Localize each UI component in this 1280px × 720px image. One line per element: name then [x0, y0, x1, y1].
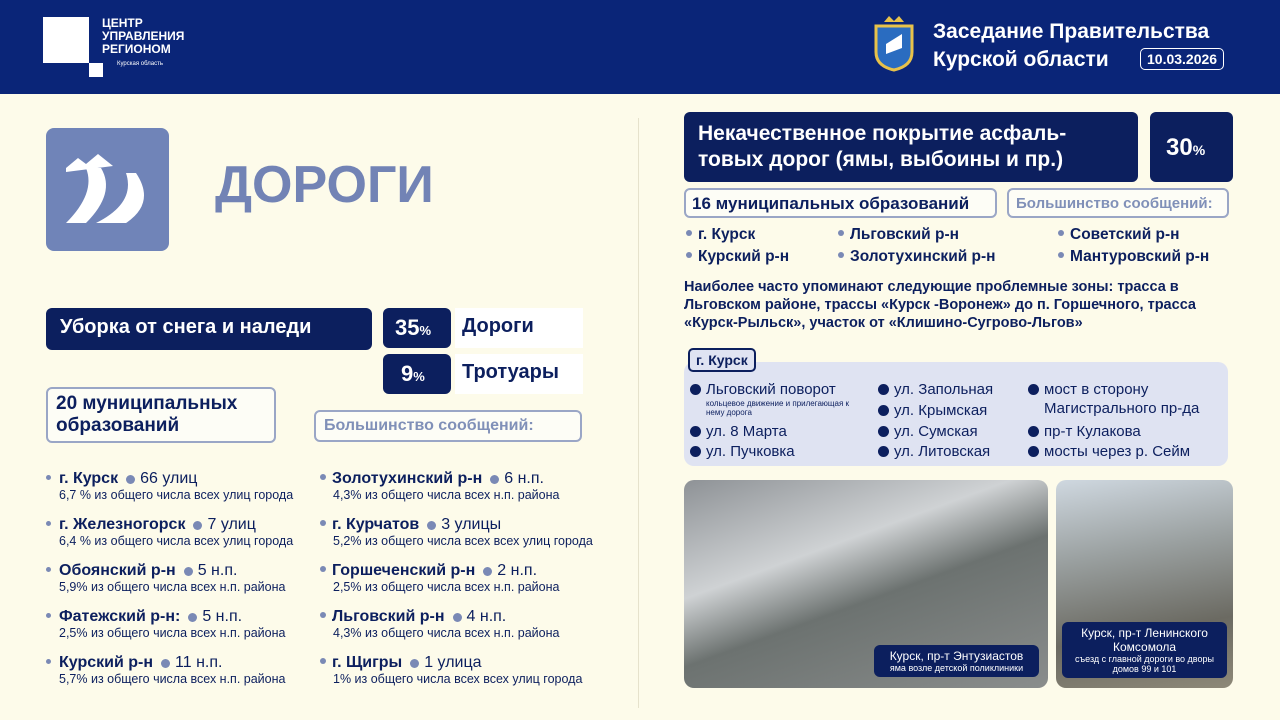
divider	[638, 118, 639, 708]
area-name: Льговский р-н	[332, 608, 445, 625]
area-name: Обоянский р-н	[59, 562, 176, 579]
search-pin-icon	[161, 659, 170, 668]
snow-title: Уборка от снега и наледи	[46, 308, 372, 350]
area-note: 6,7 % из общего числа всех улиц города	[59, 488, 294, 502]
meeting-title: Заседание Правительства	[933, 20, 1210, 43]
area-note: 2,5% из общего числа всех н.п. района	[59, 626, 286, 640]
area-count: 7 улиц	[207, 516, 256, 533]
area-name: г. Курск	[698, 226, 756, 243]
search-pin-icon	[690, 426, 701, 437]
street-item	[690, 442, 875, 461]
bullet-icon	[320, 520, 326, 526]
bullet-icon	[686, 252, 692, 258]
stat-roads-value: 35%	[383, 308, 451, 348]
asphalt-title: Некачественное покрытие асфаль-товых дорог (ямы, выбоины и пр.)	[684, 112, 1138, 182]
search-pin-icon	[1028, 384, 1039, 395]
bullet-icon	[320, 566, 326, 572]
area-note: 1% из общего числа всех всех улиц города	[333, 672, 583, 686]
meeting-date: 10.03.2026	[1140, 48, 1224, 70]
area-name: Золотухинский р-н	[332, 470, 483, 487]
area-note: 5,7% из общего числа всех н.п. района	[59, 672, 286, 686]
areas-list	[686, 226, 1231, 266]
street-item	[690, 422, 875, 441]
streets-list	[690, 380, 1230, 464]
areas-column-1	[46, 470, 293, 700]
area-item	[46, 654, 293, 693]
search-pin-icon	[410, 659, 419, 668]
bullet-icon	[1058, 230, 1064, 236]
stat-sidewalks-value: 9%	[383, 354, 451, 394]
area-item	[46, 562, 293, 601]
area-count: 4 н.п.	[466, 608, 507, 625]
area-note: 5,2% из общего числа всех всех улиц города	[333, 534, 593, 548]
area-note: 4,3% из общего числа всех н.п. района	[333, 626, 560, 640]
search-pin-icon	[490, 475, 499, 484]
org-line: УПРАВЛЕНИЯ	[102, 29, 185, 43]
bullet-icon	[838, 252, 844, 258]
search-pin-icon	[184, 567, 193, 576]
street-name: ул. Запольная	[894, 381, 994, 398]
area-name: Советский р-н	[1070, 226, 1180, 243]
search-pin-icon	[126, 475, 135, 484]
bullet-icon	[320, 658, 326, 664]
street-name: пр-т Кулакова	[1044, 423, 1141, 440]
street-name: мост в сторону Магистрального пр-да	[1044, 381, 1200, 417]
bullet-icon	[320, 612, 326, 618]
area-count: 1 улица	[424, 654, 482, 671]
area-item	[320, 608, 593, 647]
area-note: 4,3% из общего числа всех н.п. района	[333, 488, 560, 502]
areas-column-2	[320, 470, 593, 700]
photo-caption: Курск, пр-т Энтузиастов	[889, 649, 1024, 663]
street-name: ул. Пучковка	[706, 443, 795, 460]
pothole-photo-2	[1056, 480, 1233, 688]
street-item	[1028, 380, 1228, 418]
search-pin-icon	[193, 521, 202, 530]
problem-zones-text: Наиболее часто упоминают следующие проблемные зоны: трасса в Льговском районе, трассы «Курск -Воронеж» до п. Горшечного, трасса «Курск-Рыльск», участок от «Клишино-Сугрово-Льгов»	[684, 279, 1196, 331]
meeting-region: Курской области	[933, 48, 1109, 71]
area-name: Льговский р-н	[850, 226, 959, 243]
org-region: Курская область	[117, 61, 163, 67]
search-pin-icon	[1028, 426, 1039, 437]
street-item	[1028, 442, 1213, 461]
section-title: ДОРОГИ	[215, 156, 434, 214]
street-name: ул. Крымская	[894, 402, 988, 419]
bullet-icon	[46, 659, 51, 664]
search-pin-icon	[878, 446, 889, 457]
street-name: ул. Литовская	[894, 443, 991, 460]
coat-of-arms-icon	[866, 14, 922, 74]
pothole-photo-1	[684, 480, 1048, 688]
area-name: Горшеченский р-н	[332, 562, 476, 579]
stat-roads-label: Дороги	[455, 308, 583, 348]
logo-square	[89, 63, 103, 77]
municipalities-count: 16 муниципальных образований	[684, 188, 997, 218]
search-pin-icon	[878, 384, 889, 395]
bullet-icon	[46, 567, 51, 572]
area-item	[46, 516, 293, 555]
area-item	[320, 654, 593, 693]
street-name: мосты через р. Сейм	[1044, 443, 1191, 460]
majority-label: Большинство сообщений:	[1007, 188, 1229, 218]
area-count: 2 н.п.	[497, 562, 538, 579]
street-note: кольцевое движение и прилегающая к нему дорога	[706, 399, 850, 417]
org-line: РЕГИОНОМ	[102, 42, 171, 56]
area-count: 66 улиц	[140, 470, 198, 487]
header	[0, 0, 1280, 94]
area-item	[320, 562, 593, 601]
asphalt-percent: 30%	[1150, 112, 1233, 182]
area-note: 6,4 % из общего числа всех улиц города	[59, 534, 294, 548]
stat-sidewalks-label: Тротуары	[455, 354, 583, 394]
bullet-icon	[838, 230, 844, 236]
area-item	[1058, 248, 1228, 266]
bullet-icon	[686, 230, 692, 236]
search-pin-icon	[188, 613, 197, 622]
area-name: Мантуровский р-н	[1070, 248, 1210, 265]
search-pin-icon	[483, 567, 492, 576]
area-name: Фатежский р-н:	[59, 608, 181, 625]
bullet-icon	[46, 521, 51, 526]
search-pin-icon	[453, 613, 462, 622]
photo-subcaption: яма возле детской поликлиники	[889, 663, 1024, 673]
street-name: ул. 8 Марта	[706, 423, 787, 440]
bullet-icon	[320, 474, 326, 480]
area-item	[320, 470, 593, 509]
search-pin-icon	[878, 405, 889, 416]
photo-subcaption: съезд с главной дороги во дворы домов 99 и 101	[1075, 654, 1214, 674]
roads-icon	[46, 128, 169, 251]
logo-icon	[43, 17, 89, 63]
area-name: г. Щигры	[332, 654, 403, 671]
area-item	[46, 608, 293, 647]
bullet-icon	[46, 613, 51, 618]
bullet-icon	[1058, 252, 1064, 258]
area-count: 11 н.п.	[175, 654, 223, 671]
street-name: Льговский поворот	[706, 381, 836, 398]
search-pin-icon	[690, 384, 701, 395]
street-item	[1028, 422, 1213, 441]
area-name: г. Курск	[59, 470, 119, 487]
area-item	[320, 516, 593, 555]
area-count: 6 н.п.	[504, 470, 544, 487]
area-item	[46, 470, 293, 509]
photo-caption: Курск, пр-т Ленинского Комсомола	[1081, 626, 1208, 654]
area-item	[686, 226, 838, 244]
street-item	[690, 380, 875, 417]
majority-label: Большинство сообщений:	[314, 410, 582, 442]
search-pin-icon	[690, 446, 701, 457]
area-count: 5 н.п.	[197, 562, 238, 579]
street-name: ул. Сумская	[894, 423, 978, 440]
area-name: Курский р-н	[59, 654, 154, 671]
area-item	[686, 248, 838, 266]
municipalities-count: 20 муниципальных образований	[46, 387, 276, 443]
search-pin-icon	[878, 426, 889, 437]
area-name: Курский р-н	[698, 248, 790, 265]
area-name: Золотухинский р-н	[850, 248, 996, 265]
area-note: 5,9% из общего числа всех н.п. района	[59, 580, 286, 594]
search-pin-icon	[1028, 446, 1039, 457]
area-count: 3 улицы	[441, 516, 502, 533]
city-label: г. Курск	[688, 348, 756, 372]
area-name: г. Железногорск	[59, 516, 186, 533]
area-item	[838, 248, 1058, 266]
area-note: 2,5% из общего числа всех н.п. района	[333, 580, 560, 594]
bullet-icon	[46, 475, 51, 480]
area-name: г. Курчатов	[332, 516, 420, 533]
area-count: 5 н.п.	[202, 608, 243, 625]
search-pin-icon	[427, 521, 436, 530]
org-line: ЦЕНТР	[102, 16, 143, 30]
area-item	[838, 226, 1058, 244]
area-item	[1058, 226, 1228, 244]
